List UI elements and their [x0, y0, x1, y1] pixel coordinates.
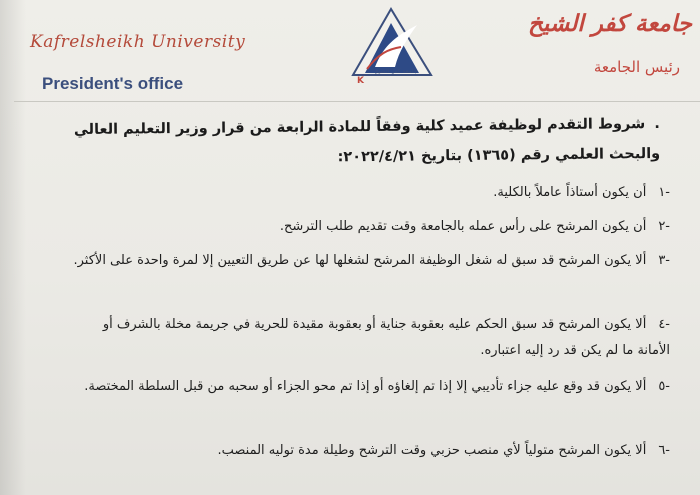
- university-name-en: Kafrelsheikh University: [30, 32, 246, 52]
- condition-number: -٢: [658, 219, 670, 234]
- heading-bullet: .: [654, 115, 660, 132]
- office-name-ar: رئيس الجامعة: [593, 58, 680, 76]
- condition-number: -٤: [658, 317, 670, 332]
- condition-text: ألا يكون المرشح قد سبق له شغل الوظيفة المرشح لشغلها لها عن طريق التعيين إلا لمرة واحدة على الأكثر.: [73, 253, 647, 268]
- condition-item-3: [70, 248, 670, 274]
- condition-text: أن يكون أستاذاً عاملاً بالكلية.: [493, 185, 647, 200]
- condition-item-6: [70, 438, 670, 464]
- condition-item-2: [70, 214, 670, 240]
- condition-number: -٥: [658, 379, 670, 394]
- logo-mark: K: [357, 76, 364, 86]
- university-name-ar: جامعة كفر الشيخ: [528, 10, 692, 37]
- conditions-heading: [74, 109, 661, 175]
- condition-text: ألا يكون المرشح متولياً لأي منصب حزبي وقت الترشح وطيلة مدة توليه المنصب.: [217, 443, 647, 458]
- condition-number: -٣: [658, 253, 670, 268]
- condition-item-1: [70, 180, 670, 206]
- condition-text: ألا يكون قد وقع عليه جزاء تأديبي إلا إذا تم إلغاؤه أو إذا تم محو الجزاء أو سحبه من قبل السلطة المختصة.: [84, 379, 647, 394]
- condition-item-4: [70, 312, 670, 364]
- condition-number: -٦: [658, 443, 670, 458]
- logo-caption: جامعة كفر الشيخ: [374, 68, 418, 75]
- heading-text: شروط التقدم لوظيفة عميد كلية وفقاً للمادة الرابعة من قرار وزير التعليم العالي والبحث العلمي رقم (١٣٦٥) بتاريخ ٢٠٢٢/٤/٢١:: [73, 116, 661, 166]
- condition-text: أن يكون المرشح على رأس عمله بالجامعة وقت تقديم طلب الترشح.: [279, 219, 647, 234]
- page-shadow: [0, 0, 26, 495]
- condition-item-5: [70, 374, 670, 400]
- header-divider: [14, 101, 700, 102]
- condition-number: -١: [658, 185, 670, 200]
- condition-text: ألا يكون المرشح قد سبق الحكم عليه بعقوبة جناية أو بعقوبة مقيدة للحرية في جريمة مخلة بالشرف أو الأمانة ما لم يكن قد رد إليه اعتباره.: [102, 317, 670, 358]
- office-name-en: President's office: [42, 74, 184, 93]
